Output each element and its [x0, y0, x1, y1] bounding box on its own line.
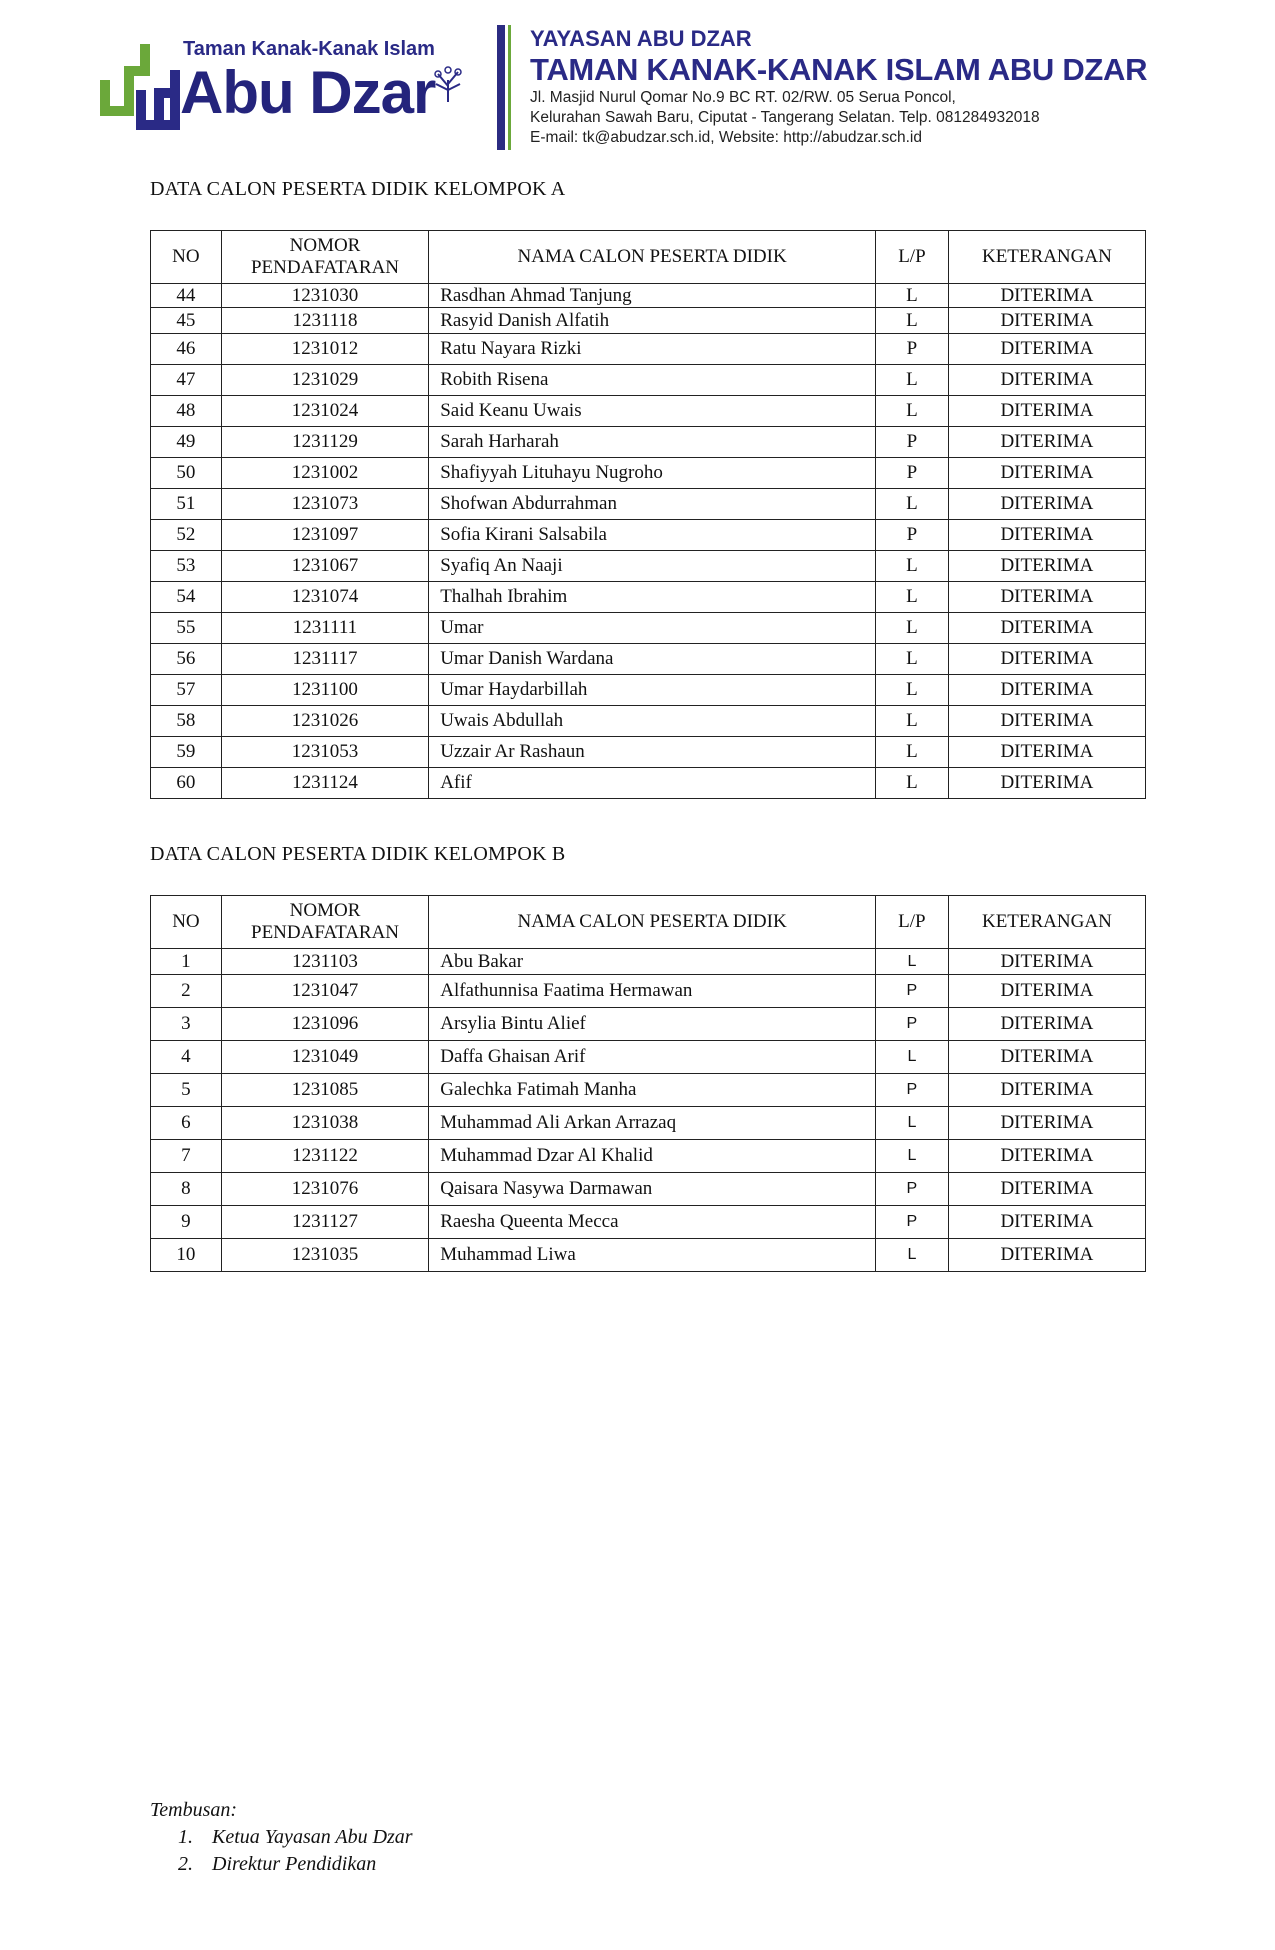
table-row	[151, 768, 1146, 799]
cell-nama: Muhammad Liwa	[429, 1239, 876, 1272]
table-row	[151, 1239, 1146, 1272]
header-nomor	[221, 231, 428, 284]
cell-nomor: 1231012	[221, 334, 428, 365]
cell-keterangan: DITERIMA	[948, 737, 1145, 768]
table-row	[151, 520, 1146, 551]
cell-lp: L	[876, 551, 949, 582]
tembusan-list	[150, 1824, 413, 1878]
cell-nomor: 1231103	[221, 949, 428, 975]
cell-nama: Alfathunnisa Faatima Hermawan	[429, 975, 876, 1008]
header-nama: NAMA CALON PESERTA DIDIK	[429, 896, 876, 949]
cell-lp: P	[876, 458, 949, 489]
cell-nomor: 1231100	[221, 675, 428, 706]
cell-nama: Said Keanu Uwais	[429, 396, 876, 427]
table-row	[151, 1074, 1146, 1107]
header-nomor	[221, 896, 428, 949]
cell-no: 51	[151, 489, 222, 520]
table-row	[151, 706, 1146, 737]
cell-no: 58	[151, 706, 222, 737]
cell-nama: Syafiq An Naaji	[429, 551, 876, 582]
cell-nama: Daffa Ghaisan Arif	[429, 1041, 876, 1074]
cell-nama: Sarah Harharah	[429, 427, 876, 458]
cell-keterangan: DITERIMA	[948, 1008, 1145, 1041]
tembusan-block	[150, 1797, 413, 1878]
group-a-table	[150, 230, 1146, 799]
cell-nama: Afif	[429, 768, 876, 799]
table-row	[151, 427, 1146, 458]
header-nama: NAMA CALON PESERTA DIDIK	[429, 231, 876, 284]
cell-nama: Umar Danish Wardana	[429, 644, 876, 675]
table-row	[151, 975, 1146, 1008]
cell-nomor: 1231117	[221, 644, 428, 675]
header-nomor-line1: NOMOR	[289, 900, 361, 921]
cell-nomor: 1231122	[221, 1140, 428, 1173]
cell-keterangan: DITERIMA	[948, 768, 1145, 799]
table-row	[151, 334, 1146, 365]
org-address-1: Jl. Masjid Nurul Qomar No.9 BC RT. 02/RW. 05 Serua Poncol,	[530, 89, 956, 106]
cell-lp: P	[876, 427, 949, 458]
cell-nama: Thalhah Ibrahim	[429, 582, 876, 613]
cell-keterangan: DITERIMA	[948, 427, 1145, 458]
table-row	[151, 1140, 1146, 1173]
table-row	[151, 675, 1146, 706]
header-nomor-line2: PENDAFATARAN	[251, 922, 400, 943]
cell-no: 59	[151, 737, 222, 768]
cell-lp: P	[876, 520, 949, 551]
cell-no: 49	[151, 427, 222, 458]
cell-keterangan: DITERIMA	[948, 489, 1145, 520]
cell-no: 5	[151, 1074, 222, 1107]
table-row	[151, 949, 1146, 975]
cell-nomor: 1231067	[221, 551, 428, 582]
table-row	[151, 1107, 1146, 1140]
cell-keterangan: DITERIMA	[948, 1074, 1145, 1107]
cell-no: 7	[151, 1140, 222, 1173]
table-row	[151, 582, 1146, 613]
cell-no: 56	[151, 644, 222, 675]
table-header-row	[151, 231, 1146, 284]
cell-nomor: 1231026	[221, 706, 428, 737]
cell-keterangan: DITERIMA	[948, 1140, 1145, 1173]
cell-lp: L	[876, 675, 949, 706]
cell-no: 10	[151, 1239, 222, 1272]
header-nomor-line1: NOMOR	[289, 235, 361, 256]
cell-lp: P	[876, 1074, 949, 1107]
cell-keterangan: DITERIMA	[948, 308, 1145, 334]
cell-nomor: 1231076	[221, 1173, 428, 1206]
cell-nomor: 1231097	[221, 520, 428, 551]
header-nomor-line2: PENDAFATARAN	[250, 257, 400, 278]
group-a-body	[151, 284, 1146, 799]
cell-keterangan: DITERIMA	[948, 365, 1145, 396]
letterhead-divider	[497, 25, 505, 150]
cell-nomor: 1231049	[221, 1041, 428, 1074]
cell-nama: Shafiyyah Lituhayu Nugroho	[429, 458, 876, 489]
table-row	[151, 644, 1146, 675]
table-row	[151, 489, 1146, 520]
cell-nama: Rasyid Danish Alfatih	[429, 308, 876, 334]
cell-nama: Robith Risena	[429, 365, 876, 396]
cell-nama: Galechka Fatimah Manha	[429, 1074, 876, 1107]
letterhead	[0, 0, 1275, 160]
table-row	[151, 1173, 1146, 1206]
table-row	[151, 458, 1146, 489]
cell-no: 60	[151, 768, 222, 799]
cell-lp: P	[876, 334, 949, 365]
cell-lp: L	[876, 489, 949, 520]
cell-nomor: 1231111	[221, 613, 428, 644]
cell-lp: L	[876, 365, 949, 396]
cell-keterangan: DITERIMA	[948, 551, 1145, 582]
cell-nomor: 1231127	[221, 1206, 428, 1239]
cell-nomor: 1231038	[221, 1107, 428, 1140]
table-row	[151, 284, 1146, 308]
cell-nama: Umar	[429, 613, 876, 644]
cell-lp: L	[876, 613, 949, 644]
cell-nama: Muhammad Dzar Al Khalid	[429, 1140, 876, 1173]
group-a-title: DATA CALON PESERTA DIDIK KELOMPOK A	[150, 178, 566, 200]
cell-lp: L	[876, 308, 949, 334]
cell-lp: L	[876, 1140, 949, 1173]
cell-lp: L	[876, 396, 949, 427]
cell-nomor: 1231002	[221, 458, 428, 489]
cell-nama: Muhammad Ali Arkan Arrazaq	[429, 1107, 876, 1140]
table-row	[151, 1206, 1146, 1239]
cell-lp: L	[876, 949, 949, 975]
cell-no: 44	[151, 284, 222, 308]
org-contact: E-mail: tk@abudzar.sch.id, Website: http://abudzar.sch.id	[530, 129, 922, 146]
cell-keterangan: DITERIMA	[948, 706, 1145, 737]
cell-keterangan: DITERIMA	[948, 458, 1145, 489]
header-lp: L/P	[876, 896, 949, 949]
cell-no: 54	[151, 582, 222, 613]
cell-lp: L	[876, 644, 949, 675]
tree-icon	[428, 64, 468, 104]
cell-nama: Abu Bakar	[429, 949, 876, 975]
cell-no: 3	[151, 1008, 222, 1041]
cell-nomor: 1231053	[221, 737, 428, 768]
cell-keterangan: DITERIMA	[948, 1206, 1145, 1239]
cell-no: 4	[151, 1041, 222, 1074]
cell-keterangan: DITERIMA	[948, 1041, 1145, 1074]
cell-keterangan: DITERIMA	[948, 949, 1145, 975]
cell-no: 6	[151, 1107, 222, 1140]
cell-lp: L	[876, 768, 949, 799]
cell-nama: Raesha Queenta Mecca	[429, 1206, 876, 1239]
cell-nama: Sofia Kirani Salsabila	[429, 520, 876, 551]
table-row	[151, 737, 1146, 768]
cell-no: 55	[151, 613, 222, 644]
cell-lp: P	[876, 1008, 949, 1041]
cell-lp: L	[876, 1041, 949, 1074]
cell-keterangan: DITERIMA	[948, 396, 1145, 427]
cell-no: 1	[151, 949, 222, 975]
cell-lp: L	[876, 1239, 949, 1272]
cell-nama: Uzzair Ar Rashaun	[429, 737, 876, 768]
cell-nama: Uwais Abdullah	[429, 706, 876, 737]
cell-lp: L	[876, 582, 949, 613]
cell-nama: Shofwan Abdurrahman	[429, 489, 876, 520]
table-row	[151, 551, 1146, 582]
cell-no: 45	[151, 308, 222, 334]
table-header-row	[151, 896, 1146, 949]
cell-no: 50	[151, 458, 222, 489]
cell-keterangan: DITERIMA	[948, 582, 1145, 613]
cell-no: 52	[151, 520, 222, 551]
tembusan-item: 2. Direktur Pendidikan	[198, 1851, 413, 1878]
cell-keterangan: DITERIMA	[948, 644, 1145, 675]
cell-nama: Ratu Nayara Rizki	[429, 334, 876, 365]
cell-no: 8	[151, 1173, 222, 1206]
tembusan-item: 1. Ketua Yayasan Abu Dzar	[198, 1824, 413, 1851]
cell-no: 46	[151, 334, 222, 365]
cell-lp: L	[876, 1107, 949, 1140]
cell-keterangan: DITERIMA	[948, 1239, 1145, 1272]
cell-keterangan: DITERIMA	[948, 520, 1145, 551]
cell-nama: Umar Haydarbillah	[429, 675, 876, 706]
cell-nomor: 1231129	[221, 427, 428, 458]
cell-keterangan: DITERIMA	[948, 284, 1145, 308]
cell-nama: Arsylia Bintu Alief	[429, 1008, 876, 1041]
logo-subtitle: Taman Kanak-Kanak Islam	[183, 38, 435, 60]
cell-nomor: 1231047	[221, 975, 428, 1008]
header-no: NO	[151, 231, 222, 284]
cell-nomor: 1231024	[221, 396, 428, 427]
table-row	[151, 396, 1146, 427]
cell-lp: P	[876, 1206, 949, 1239]
org-name: TAMAN KANAK-KANAK ISLAM ABU DZAR	[530, 52, 1148, 87]
header-keterangan: KETERANGAN	[948, 896, 1145, 949]
cell-no: 48	[151, 396, 222, 427]
cell-nama: Rasdhan Ahmad Tanjung	[429, 284, 876, 308]
cell-no: 53	[151, 551, 222, 582]
header-keterangan: KETERANGAN	[948, 231, 1145, 284]
cell-lp: L	[876, 737, 949, 768]
group-b-body	[151, 949, 1146, 1272]
cell-lp: P	[876, 1173, 949, 1206]
group-b-table	[150, 895, 1146, 1272]
cell-nomor: 1231074	[221, 582, 428, 613]
cell-no: 9	[151, 1206, 222, 1239]
cell-nomor: 1231124	[221, 768, 428, 799]
cell-nomor: 1231096	[221, 1008, 428, 1041]
cell-no: 57	[151, 675, 222, 706]
table-row	[151, 308, 1146, 334]
cell-lp: P	[876, 975, 949, 1008]
cell-keterangan: DITERIMA	[948, 613, 1145, 644]
tembusan-label: Tembusan:	[150, 1799, 238, 1821]
cell-keterangan: DITERIMA	[948, 334, 1145, 365]
cell-nomor: 1231085	[221, 1074, 428, 1107]
cell-nomor: 1231035	[221, 1239, 428, 1272]
abu-dzar-logo-icon	[96, 40, 186, 134]
cell-nama: Qaisara Nasywa Darmawan	[429, 1173, 876, 1206]
cell-nomor: 1231118	[221, 308, 428, 334]
org-foundation: YAYASAN ABU DZAR	[530, 26, 752, 51]
org-info	[530, 26, 1147, 148]
letterhead-divider-accent	[508, 25, 511, 150]
org-address-2: Kelurahan Sawah Baru, Ciputat - Tangerang Selatan. Telp. 081284932018	[530, 109, 1040, 126]
cell-keterangan: DITERIMA	[948, 1107, 1145, 1140]
cell-nomor: 1231030	[221, 284, 428, 308]
table-row	[151, 1041, 1146, 1074]
cell-nomor: 1231073	[221, 489, 428, 520]
logo-name: Abu Dzar	[180, 59, 436, 126]
header-no: NO	[151, 896, 222, 949]
table-row	[151, 1008, 1146, 1041]
table-row	[151, 365, 1146, 396]
cell-no: 2	[151, 975, 222, 1008]
cell-keterangan: DITERIMA	[948, 1173, 1145, 1206]
header-lp: L/P	[876, 231, 949, 284]
table-row	[151, 613, 1146, 644]
cell-keterangan: DITERIMA	[948, 975, 1145, 1008]
cell-lp: L	[876, 706, 949, 737]
cell-lp: L	[876, 284, 949, 308]
cell-nomor: 1231029	[221, 365, 428, 396]
group-b-title: DATA CALON PESERTA DIDIK KELOMPOK B	[150, 843, 566, 865]
cell-no: 47	[151, 365, 222, 396]
cell-keterangan: DITERIMA	[948, 675, 1145, 706]
